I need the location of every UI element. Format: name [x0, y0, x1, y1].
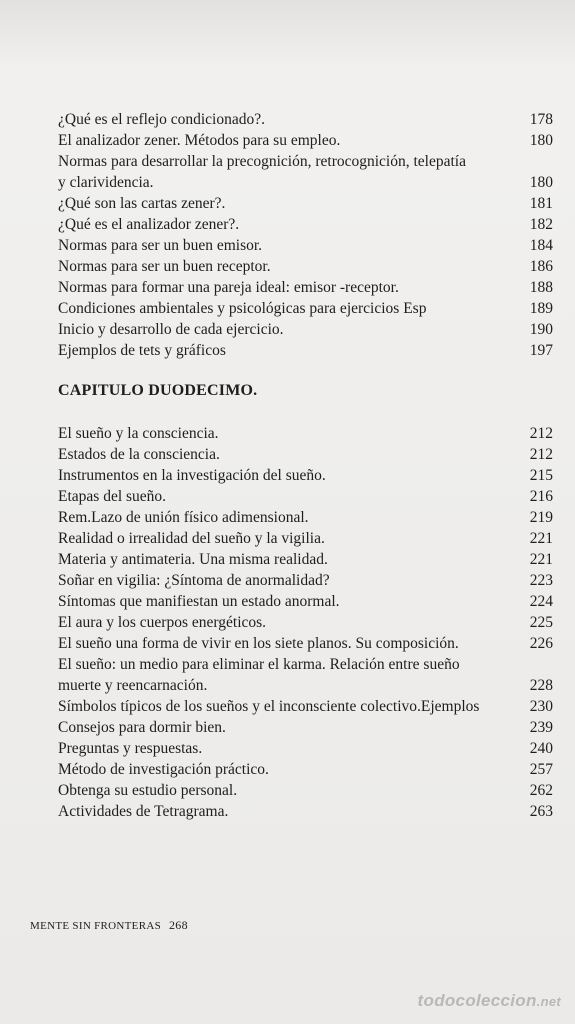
toc-row	[58, 278, 553, 298]
toc-entry-page: 189	[529, 300, 553, 317]
toc-entry-title: Soñar en vigilia: ¿Síntoma de anormalidad?	[58, 572, 330, 589]
toc-row	[58, 131, 553, 151]
toc-row	[58, 152, 553, 172]
toc-entry-page: 228	[529, 677, 553, 694]
toc-entry-title: El aura y los cuerpos energéticos.	[58, 614, 267, 631]
toc-entry-page: 180	[529, 132, 553, 149]
toc-row	[58, 173, 553, 193]
toc-row	[58, 634, 553, 654]
footer-book-title: MENTE SIN FRONTERAS	[30, 920, 161, 932]
toc-entry-title: Estados de la consciencia.	[58, 446, 220, 463]
toc-entry-page: 197	[529, 342, 553, 359]
toc-entry-title: Obtenga su estudio personal.	[58, 782, 238, 799]
watermark-domain: .net	[536, 994, 561, 1009]
toc-row	[58, 739, 553, 759]
toc-row	[58, 508, 553, 528]
toc-entry-title: El sueño una forma de vivir en los siete planos. Su composición.	[58, 635, 459, 652]
toc-row	[58, 236, 553, 256]
toc-row	[58, 571, 553, 591]
footer-page-number: 268	[169, 918, 188, 932]
toc-entry-page: 257	[529, 761, 553, 778]
toc-entry-title: Instrumentos en la investigación del sueño.	[58, 467, 326, 484]
toc-entry-page: 212	[529, 446, 553, 463]
toc-row	[58, 655, 553, 675]
toc-row	[58, 781, 553, 801]
toc-entry-title: Etapas del sueño.	[58, 488, 167, 505]
toc-entry-page: 263	[529, 803, 553, 820]
toc-entry-title: Actividades de Tetragrama.	[58, 803, 229, 820]
toc-row	[58, 529, 553, 549]
toc-entry-page: 219	[529, 509, 553, 526]
toc-entry-page: 221	[529, 530, 553, 547]
toc-entry-title: y clarividencia.	[58, 174, 154, 191]
toc-entry-title: Materia y antimateria. Una misma realidad.	[58, 551, 328, 568]
toc-entry-title: Condiciones ambientales y psicológicas para ejercicios Esp	[58, 300, 427, 317]
toc-row	[58, 299, 553, 319]
toc-row	[58, 424, 553, 444]
toc-entry-page: 186	[529, 258, 553, 275]
toc-entry-page: 181	[529, 195, 553, 212]
toc-entry-page: 262	[529, 782, 553, 799]
toc-row	[58, 466, 553, 486]
toc-entry-page: 230	[529, 698, 553, 715]
toc-row	[58, 320, 553, 340]
toc-entry-title: muerte y reencarnación.	[58, 677, 208, 694]
toc-entry-title: Normas para desarrollar la precognición, retrocognición, telepatía	[58, 153, 466, 170]
chapter-heading: CAPITULO DUODECIMO.	[58, 382, 258, 399]
toc-row	[58, 341, 553, 361]
toc-entry-title: Realidad o irrealidad del sueño y la vigilia.	[58, 530, 325, 547]
toc-row	[58, 760, 553, 780]
watermark-brand: todocoleccion	[417, 991, 537, 1010]
toc-entry-page: 221	[529, 551, 553, 568]
toc-row	[58, 718, 553, 738]
page-shadow	[0, 0, 575, 70]
toc-row	[58, 110, 553, 130]
toc-entry-title: El sueño y la consciencia.	[58, 425, 219, 442]
toc-entry-title: ¿Qué es el analizador zener?.	[58, 216, 240, 233]
watermark-logo	[418, 991, 561, 1011]
toc-entry-title: Símbolos típicos de los sueños y el inconsciente colectivo.Ejemplos	[58, 698, 480, 715]
toc-entry-title: El analizador zener. Métodos para su empleo.	[58, 132, 341, 149]
toc-entry-page: 182	[529, 216, 553, 233]
toc-row	[58, 613, 553, 633]
toc-entry-title: Preguntas y respuestas.	[58, 740, 203, 757]
toc-entry-title: Normas para ser un buen emisor.	[58, 237, 263, 254]
toc-entry-title: Inicio y desarrollo de cada ejercicio.	[58, 321, 284, 338]
toc-row	[58, 445, 553, 465]
toc-entry-title: Ejemplos de tets y gráficos	[58, 342, 226, 359]
toc-row	[58, 697, 553, 717]
toc-entry-page: 190	[529, 321, 553, 338]
toc-row	[58, 592, 553, 612]
toc-row	[58, 550, 553, 570]
toc-entry-title: Consejos para dormir bien.	[58, 719, 226, 736]
toc-entry-page: 240	[529, 740, 553, 757]
toc-entry-page: 239	[529, 719, 553, 736]
toc-row	[58, 802, 553, 822]
toc-entry-title: Normas para formar una pareja ideal: emisor -receptor.	[58, 279, 399, 296]
toc-entry-page: 178	[529, 111, 553, 128]
toc-entry-page: 223	[529, 572, 553, 589]
toc-row	[58, 676, 553, 696]
toc-entry-page: 188	[529, 279, 553, 296]
toc-row	[58, 487, 553, 507]
toc-row	[58, 257, 553, 277]
toc-entry-page: 216	[529, 488, 553, 505]
toc-entry-title: Normas para ser un buen receptor.	[58, 258, 271, 275]
toc-entry-page: 224	[529, 593, 553, 610]
toc-entry-page: 184	[529, 237, 553, 254]
toc-row	[58, 215, 553, 235]
page-footer	[30, 918, 188, 933]
toc-entry-title: Rem.Lazo de unión físico adimensional.	[58, 509, 309, 526]
toc-entry-page: 226	[529, 635, 553, 652]
toc-row	[58, 194, 553, 214]
toc-entry-page: 212	[529, 425, 553, 442]
toc-entry-page: 225	[529, 614, 553, 631]
toc-entry-title: Método de investigación práctico.	[58, 761, 269, 778]
toc-entry-title: ¿Qué son las cartas zener?.	[58, 195, 226, 212]
toc-entry-title: ¿Qué es el reflejo condicionado?.	[58, 111, 266, 128]
toc-entry-page: 180	[529, 174, 553, 191]
toc-entry-title: El sueño: un medio para eliminar el karma. Relación entre sueño	[58, 656, 460, 673]
toc-entry-title: Síntomas que manifiestan un estado anormal.	[58, 593, 340, 610]
toc-entry-page: 215	[529, 467, 553, 484]
